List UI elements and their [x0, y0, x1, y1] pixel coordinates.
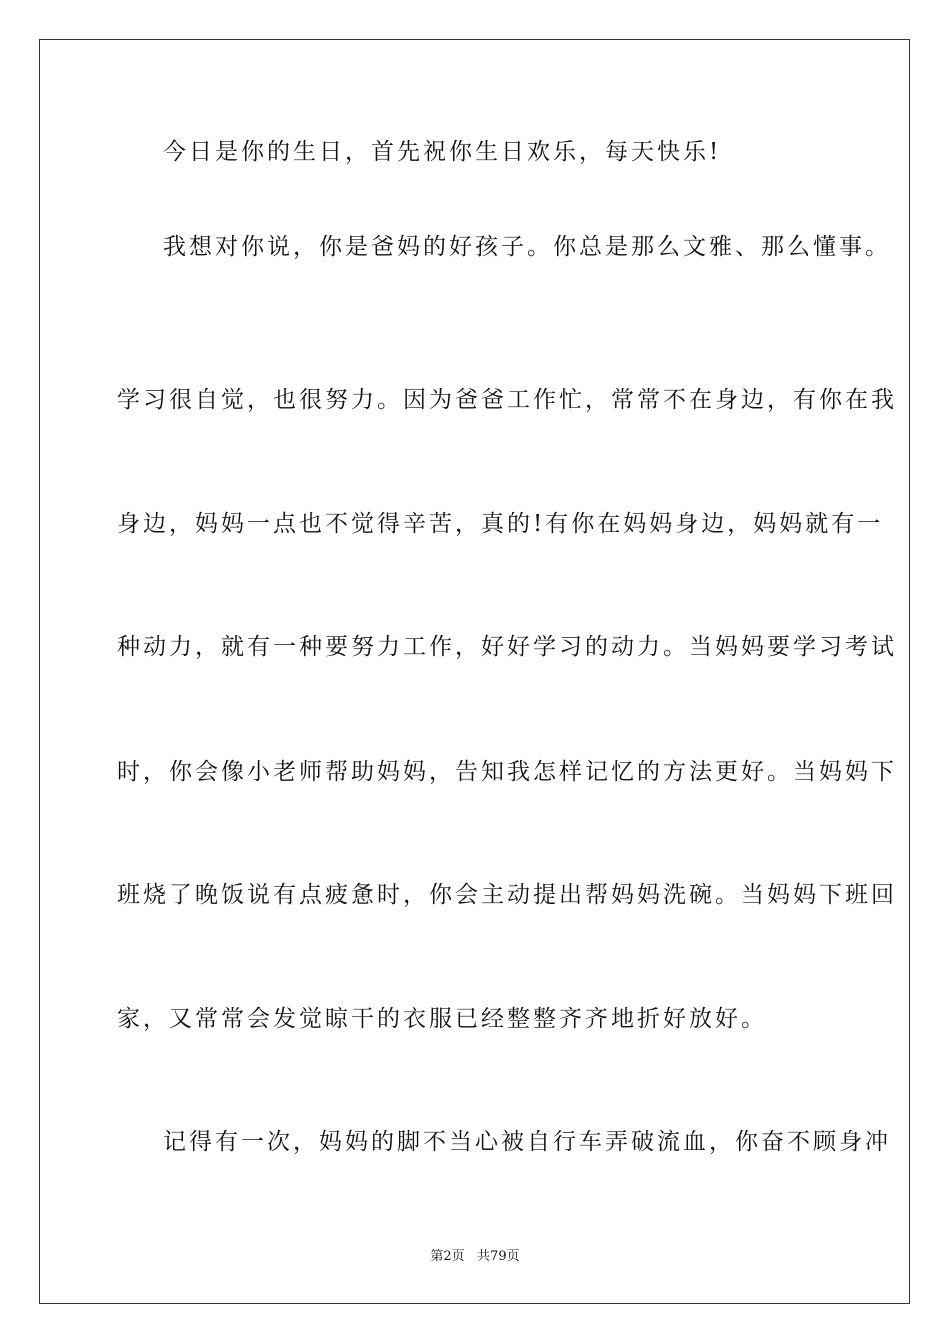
paragraph-line: 家，又常常会发觉晾干的衣服已经整整齐齐地折好放好。 — [117, 1006, 767, 1032]
paragraph-line: 时，你会像小老师帮助妈妈，告知我怎样记忆的方法更好。当妈妈下 — [117, 759, 897, 785]
paragraph-line: 学习很自觉，也很努力。因为爸爸工作忙，常常不在身边，有你在我 — [117, 387, 897, 413]
paragraph-line: 身边，妈妈一点也不觉得辛苦，真的!有你在妈妈身边，妈妈就有一 — [117, 511, 884, 537]
page-number-footer: 第2页 共79页 — [430, 1249, 520, 1264]
paragraph-line: 种动力，就有一种要努力工作，好好学习的动力。当妈妈要学习考试 — [117, 634, 897, 660]
paragraph-line: 今日是你的生日，首先祝你生日欢乐，每天快乐! — [163, 139, 722, 165]
paragraph-line: 记得有一次，妈妈的脚不当心被自行车弄破流血，你奋不顾身冲 — [163, 1129, 891, 1155]
page-frame — [39, 39, 910, 1304]
paragraph-line: 班烧了晚饭说有点疲惫时，你会主动提出帮妈妈洗碗。当妈妈下班回 — [117, 882, 897, 908]
paragraph-line: 我想对你说，你是爸妈的好孩子。你总是那么文雅、那么懂事。 — [163, 234, 891, 260]
